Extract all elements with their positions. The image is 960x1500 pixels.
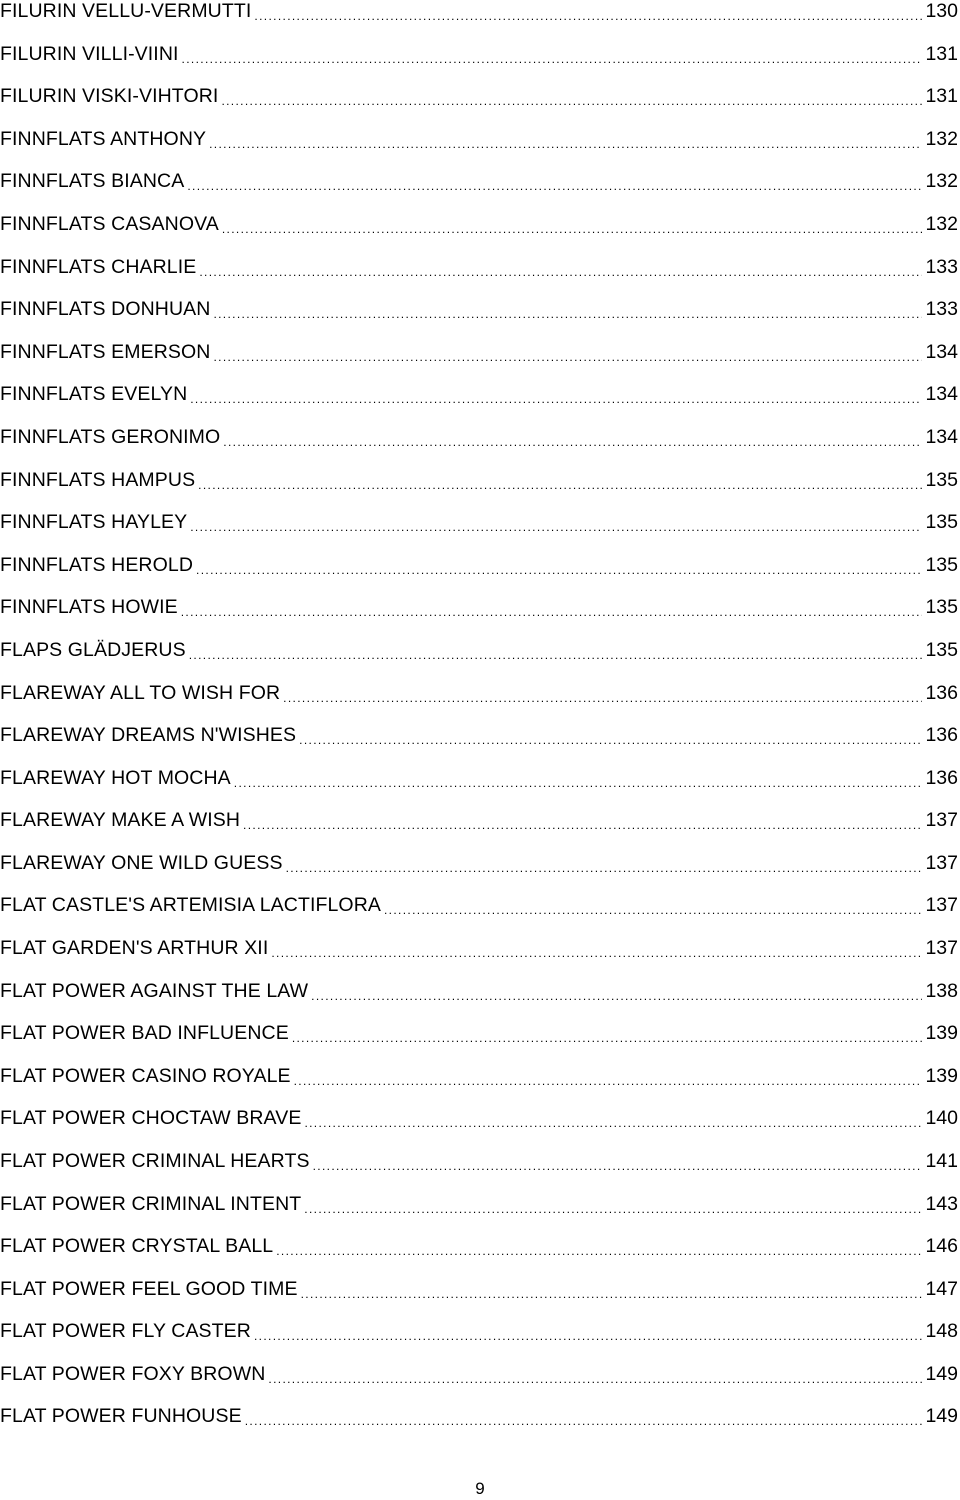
toc-entry[interactable] — [0, 1019, 958, 1047]
toc-entry[interactable] — [0, 721, 958, 749]
toc-entry[interactable] — [0, 1232, 958, 1260]
dot-leader — [292, 1019, 923, 1047]
toc-entry[interactable] — [0, 253, 958, 281]
toc-entry-title: FINNFLATS HEROLD — [0, 554, 194, 576]
toc-entry-page: 134 — [925, 383, 958, 405]
toc-entry-page: 130 — [925, 0, 958, 22]
dot-leader — [271, 934, 922, 962]
dot-leader — [190, 508, 922, 536]
toc-entry-page: 136 — [925, 767, 958, 789]
toc-entry[interactable] — [0, 40, 958, 68]
toc-entry[interactable] — [0, 593, 958, 621]
toc-entry-page: 143 — [925, 1193, 958, 1215]
dot-leader — [196, 551, 922, 579]
toc-entry-title: FLAREWAY MAKE A WISH — [0, 809, 241, 831]
dot-leader — [213, 338, 922, 366]
toc-entry-title: FLAT POWER CRIMINAL INTENT — [0, 1193, 302, 1215]
toc-entry-page: 132 — [925, 213, 958, 235]
toc-entry[interactable] — [0, 1402, 958, 1430]
toc-entry-title: FLAT POWER CRIMINAL HEARTS — [0, 1150, 310, 1172]
toc-entry-title: FLAREWAY HOT MOCHA — [0, 767, 231, 789]
toc-entry[interactable] — [0, 125, 958, 153]
toc-entry-page: 137 — [925, 809, 958, 831]
dot-leader — [304, 1190, 922, 1218]
dot-leader — [189, 636, 923, 664]
toc-entry[interactable] — [0, 1104, 958, 1132]
toc-entry-title: FLAREWAY ONE WILD GUESS — [0, 852, 283, 874]
dot-leader — [245, 1402, 923, 1430]
toc-entry[interactable] — [0, 764, 958, 792]
dot-leader — [221, 82, 922, 110]
toc-entry-page: 138 — [925, 980, 958, 1002]
toc-entry-title: FLAT CASTLE'S ARTEMISIA LACTIFLORA — [0, 894, 381, 916]
toc-entry-title: FLAT POWER FEEL GOOD TIME — [0, 1278, 298, 1300]
toc-entry[interactable] — [0, 849, 958, 877]
toc-entry-title: FLAPS GLÄDJERUS — [0, 639, 186, 661]
toc-entry-page: 134 — [925, 341, 958, 363]
toc-entry[interactable] — [0, 934, 958, 962]
dot-leader — [181, 593, 923, 621]
dot-leader — [276, 1232, 922, 1260]
toc-entry-page: 148 — [925, 1320, 958, 1342]
toc-entry-page: 136 — [925, 682, 958, 704]
dot-leader — [223, 423, 922, 451]
toc-entry-page: 136 — [925, 724, 958, 746]
toc-entry[interactable] — [0, 0, 958, 25]
toc-entry[interactable] — [0, 1147, 958, 1175]
toc-entry-page: 134 — [925, 426, 958, 448]
dot-leader — [311, 977, 922, 1005]
dot-leader — [190, 380, 922, 408]
toc-entry[interactable] — [0, 891, 958, 919]
toc-entry[interactable] — [0, 508, 958, 536]
toc-entry-title: FINNFLATS CASANOVA — [0, 213, 219, 235]
toc-entry[interactable] — [0, 1190, 958, 1218]
toc-entry-title: FINNFLATS DONHUAN — [0, 298, 211, 320]
toc-entry[interactable] — [0, 1275, 958, 1303]
dot-leader — [213, 295, 922, 323]
toc-entry-page: 137 — [925, 852, 958, 874]
dot-leader — [243, 806, 922, 834]
toc-entry-title: FLAT POWER CHOCTAW BRAVE — [0, 1107, 302, 1129]
toc-entry-page: 149 — [925, 1363, 958, 1385]
toc-entry-title: FLAT POWER BAD INFLUENCE — [0, 1022, 289, 1044]
toc-entry[interactable] — [0, 636, 958, 664]
toc-entry-page: 135 — [925, 469, 958, 491]
toc-entry[interactable] — [0, 551, 958, 579]
toc-entry-page: 149 — [925, 1405, 958, 1427]
dot-leader — [286, 849, 923, 877]
dot-leader — [234, 764, 923, 792]
dot-leader — [304, 1104, 922, 1132]
toc-entry-title: FLAREWAY DREAMS N'WISHES — [0, 724, 297, 746]
toc-entry-page: 135 — [925, 596, 958, 618]
toc-entry-title: FINNFLATS BIANCA — [0, 170, 185, 192]
toc-entry-page: 139 — [925, 1065, 958, 1087]
toc-entry[interactable] — [0, 1062, 958, 1090]
dot-leader — [182, 40, 923, 68]
page-number: 9 — [475, 1479, 485, 1498]
toc-entry-page: 141 — [925, 1150, 958, 1172]
toc-entry-title: FINNFLATS EVELYN — [0, 383, 188, 405]
toc-entry[interactable] — [0, 977, 958, 1005]
toc-entry[interactable] — [0, 295, 958, 323]
toc-entry-page: 133 — [925, 256, 958, 278]
toc-entry[interactable] — [0, 806, 958, 834]
dot-leader — [299, 721, 922, 749]
toc-entry[interactable] — [0, 466, 958, 494]
dot-leader — [254, 1317, 922, 1345]
toc-entry[interactable] — [0, 423, 958, 451]
toc-entry-page: 131 — [925, 85, 958, 107]
toc-entry-page: 137 — [925, 894, 958, 916]
toc-entry-title: FLAT POWER CRYSTAL BALL — [0, 1235, 274, 1257]
toc-entry[interactable] — [0, 210, 958, 238]
toc-entry[interactable] — [0, 679, 958, 707]
toc-entry-page: 133 — [925, 298, 958, 320]
toc-entry-title: FINNFLATS CHARLIE — [0, 256, 197, 278]
dot-leader — [301, 1275, 923, 1303]
toc-entry-title: FLAREWAY ALL TO WISH FOR — [0, 682, 281, 704]
dot-leader — [268, 1360, 922, 1388]
toc-entry-title: FLAT GARDEN'S ARTHUR XII — [0, 937, 269, 959]
toc-entry[interactable] — [0, 1360, 958, 1388]
dot-leader — [313, 1147, 923, 1175]
toc-entry-page: 135 — [925, 639, 958, 661]
dot-leader — [384, 891, 922, 919]
toc-entry[interactable] — [0, 338, 958, 366]
dot-leader — [199, 253, 922, 281]
toc-entry[interactable] — [0, 380, 958, 408]
toc-entry-page: 137 — [925, 937, 958, 959]
toc-entry-title: FINNFLATS ANTHONY — [0, 128, 207, 150]
toc-entry-page: 135 — [925, 554, 958, 576]
toc-entry[interactable] — [0, 167, 958, 195]
toc-entry[interactable] — [0, 1317, 958, 1345]
toc-entry[interactable] — [0, 82, 958, 110]
toc-entry-page: 132 — [925, 128, 958, 150]
toc-entry-title: FLAT POWER FUNHOUSE — [0, 1405, 242, 1427]
toc-entry-page: 139 — [925, 1022, 958, 1044]
toc-entry-title: FINNFLATS HOWIE — [0, 596, 178, 618]
toc-entry-page: 147 — [925, 1278, 958, 1300]
dot-leader — [209, 125, 922, 153]
toc-entry-title: FLAT POWER CASINO ROYALE — [0, 1065, 291, 1087]
dot-leader — [222, 210, 923, 238]
toc-entry-page: 140 — [925, 1107, 958, 1129]
dot-leader — [187, 167, 922, 195]
toc-entry-title: FINNFLATS HAYLEY — [0, 511, 188, 533]
toc-entry-title: FINNFLATS HAMPUS — [0, 469, 196, 491]
toc-entry-title: FLAT POWER FLY CASTER — [0, 1320, 251, 1342]
toc-entry-page: 132 — [925, 170, 958, 192]
toc-entry-page: 131 — [925, 43, 958, 65]
toc-entry-title: FLAT POWER AGAINST THE LAW — [0, 980, 309, 1002]
dot-leader — [254, 0, 922, 25]
toc-entry-page: 146 — [925, 1235, 958, 1257]
toc-entry-title: FINNFLATS GERONIMO — [0, 426, 221, 448]
toc-entry-title: FILURIN VISKI-VIHTORI — [0, 85, 219, 107]
toc-entry-title: FLAT POWER FOXY BROWN — [0, 1363, 266, 1385]
toc-entry-title: FINNFLATS EMERSON — [0, 341, 211, 363]
toc-entry-title: FILURIN VELLU-VERMUTTI — [0, 0, 252, 22]
dot-leader — [198, 466, 922, 494]
toc-entry-page: 135 — [925, 511, 958, 533]
dot-leader — [294, 1062, 923, 1090]
dot-leader — [283, 679, 922, 707]
toc-entry-title: FILURIN VILLI-VIINI — [0, 43, 179, 65]
